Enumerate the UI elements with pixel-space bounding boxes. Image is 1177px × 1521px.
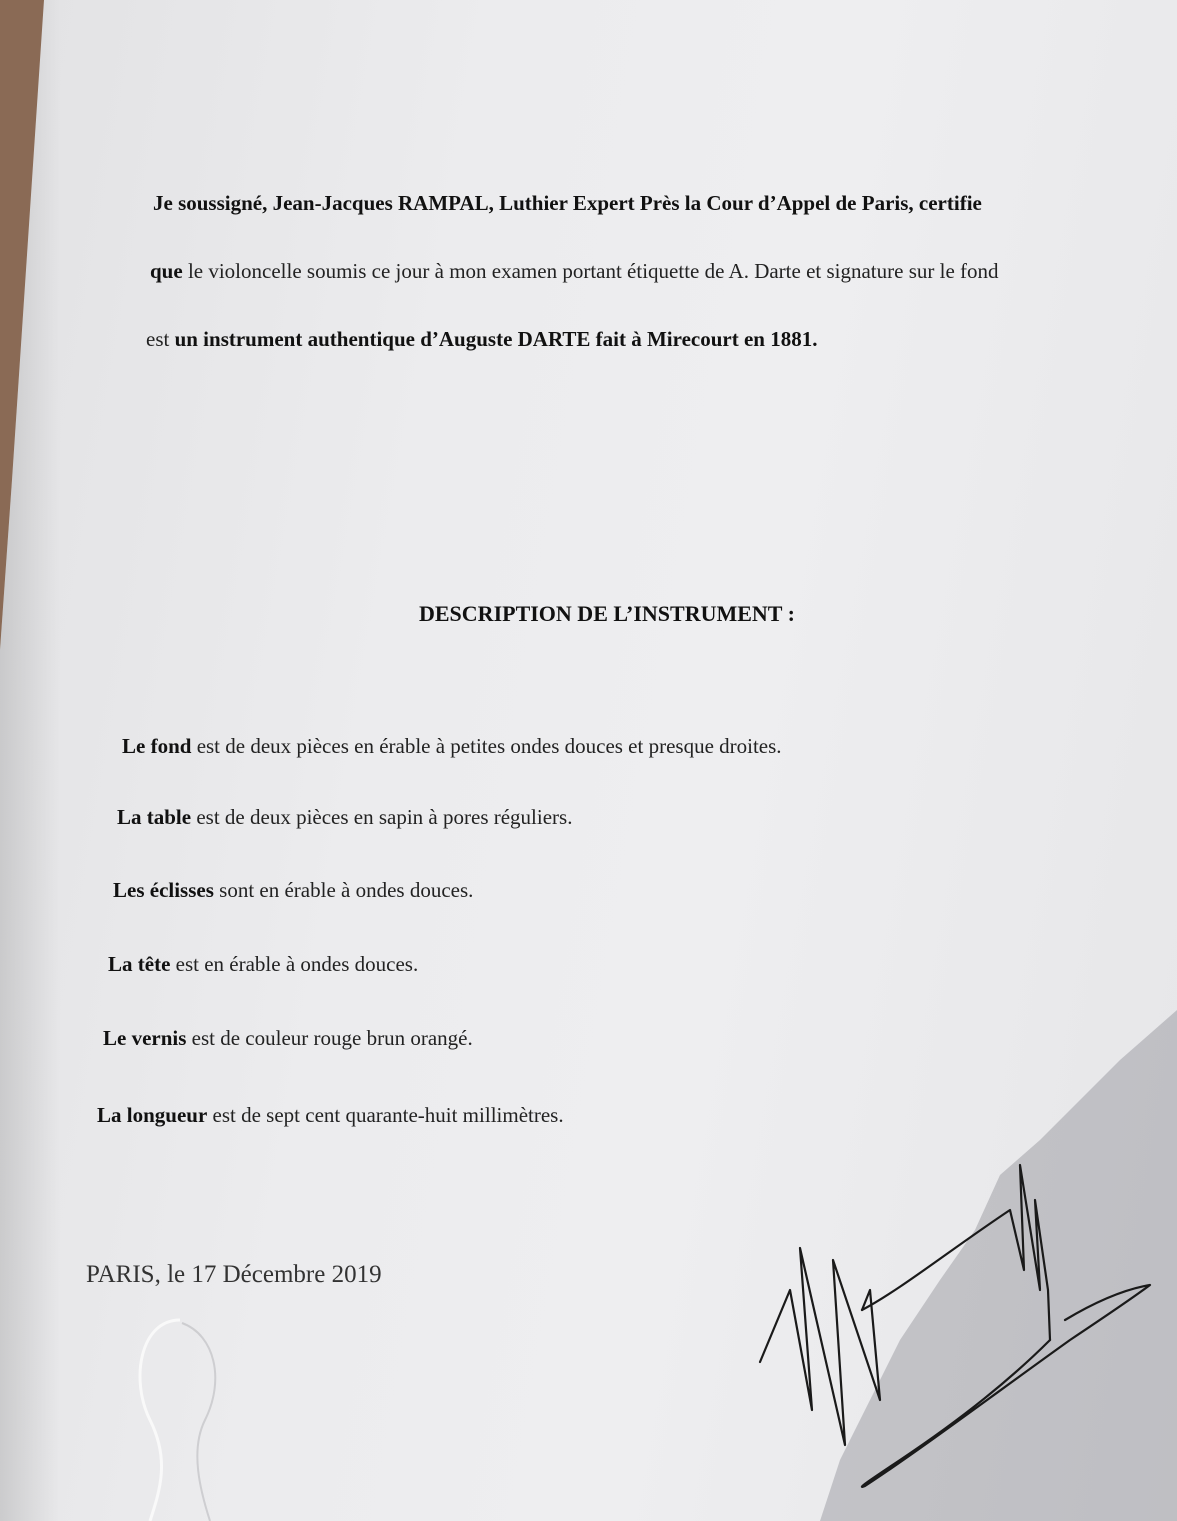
description-item-text: sont en érable à ondes douces. bbox=[213, 878, 474, 902]
certificate-line-2-text: le violoncelle soumis ce jour à mon examen portant étiquette de A. Darte et signature sur le fond bbox=[182, 259, 999, 283]
description-item-fond bbox=[122, 736, 782, 757]
description-item-table bbox=[117, 807, 572, 828]
description-title: DESCRIPTION DE L’INSTRUMENT : bbox=[419, 601, 795, 626]
description-item-label: La tête bbox=[108, 952, 171, 976]
certificate-line-3-bold: un instrument authentique d’Auguste DARTE fait à Mirecourt en 1881. bbox=[174, 327, 818, 351]
description-item-longueur bbox=[97, 1105, 564, 1126]
paper-edge-shadow bbox=[0, 0, 60, 1521]
description-item-label: Les éclisses bbox=[113, 878, 214, 902]
description-item-text: est de sept cent quarante-huit millimètres. bbox=[207, 1103, 564, 1127]
description-item-eclisses bbox=[113, 880, 473, 901]
certificate-line-2 bbox=[150, 261, 999, 282]
description-item-label: Le vernis bbox=[103, 1026, 187, 1050]
certificate-line-3 bbox=[146, 329, 817, 350]
description-item-vernis bbox=[103, 1028, 473, 1049]
description-item-text: est en érable à ondes douces. bbox=[170, 952, 419, 976]
description-item-tete bbox=[108, 954, 418, 975]
certificate-line-1 bbox=[153, 193, 982, 214]
document-date: PARIS, le 17 Décembre 2019 bbox=[86, 1261, 382, 1288]
certificate-line-3-start: est bbox=[146, 327, 175, 351]
description-item-text: est de deux pièces en érable à petites ondes douces et presque droites. bbox=[191, 734, 782, 758]
certificate-line-2-bold: que bbox=[150, 259, 183, 283]
description-item-label: La table bbox=[117, 805, 192, 829]
description-item-text: est de couleur rouge brun orangé. bbox=[186, 1026, 473, 1050]
description-item-text: est de deux pièces en sapin à pores réguliers. bbox=[191, 805, 573, 829]
description-item-label: La longueur bbox=[97, 1103, 208, 1127]
certificate-line-1-text: Je soussigné, Jean-Jacques RAMPAL, Luthier Expert Près la Cour d’Appel de Paris, certifie bbox=[153, 191, 982, 215]
description-item-label: Le fond bbox=[122, 734, 192, 758]
